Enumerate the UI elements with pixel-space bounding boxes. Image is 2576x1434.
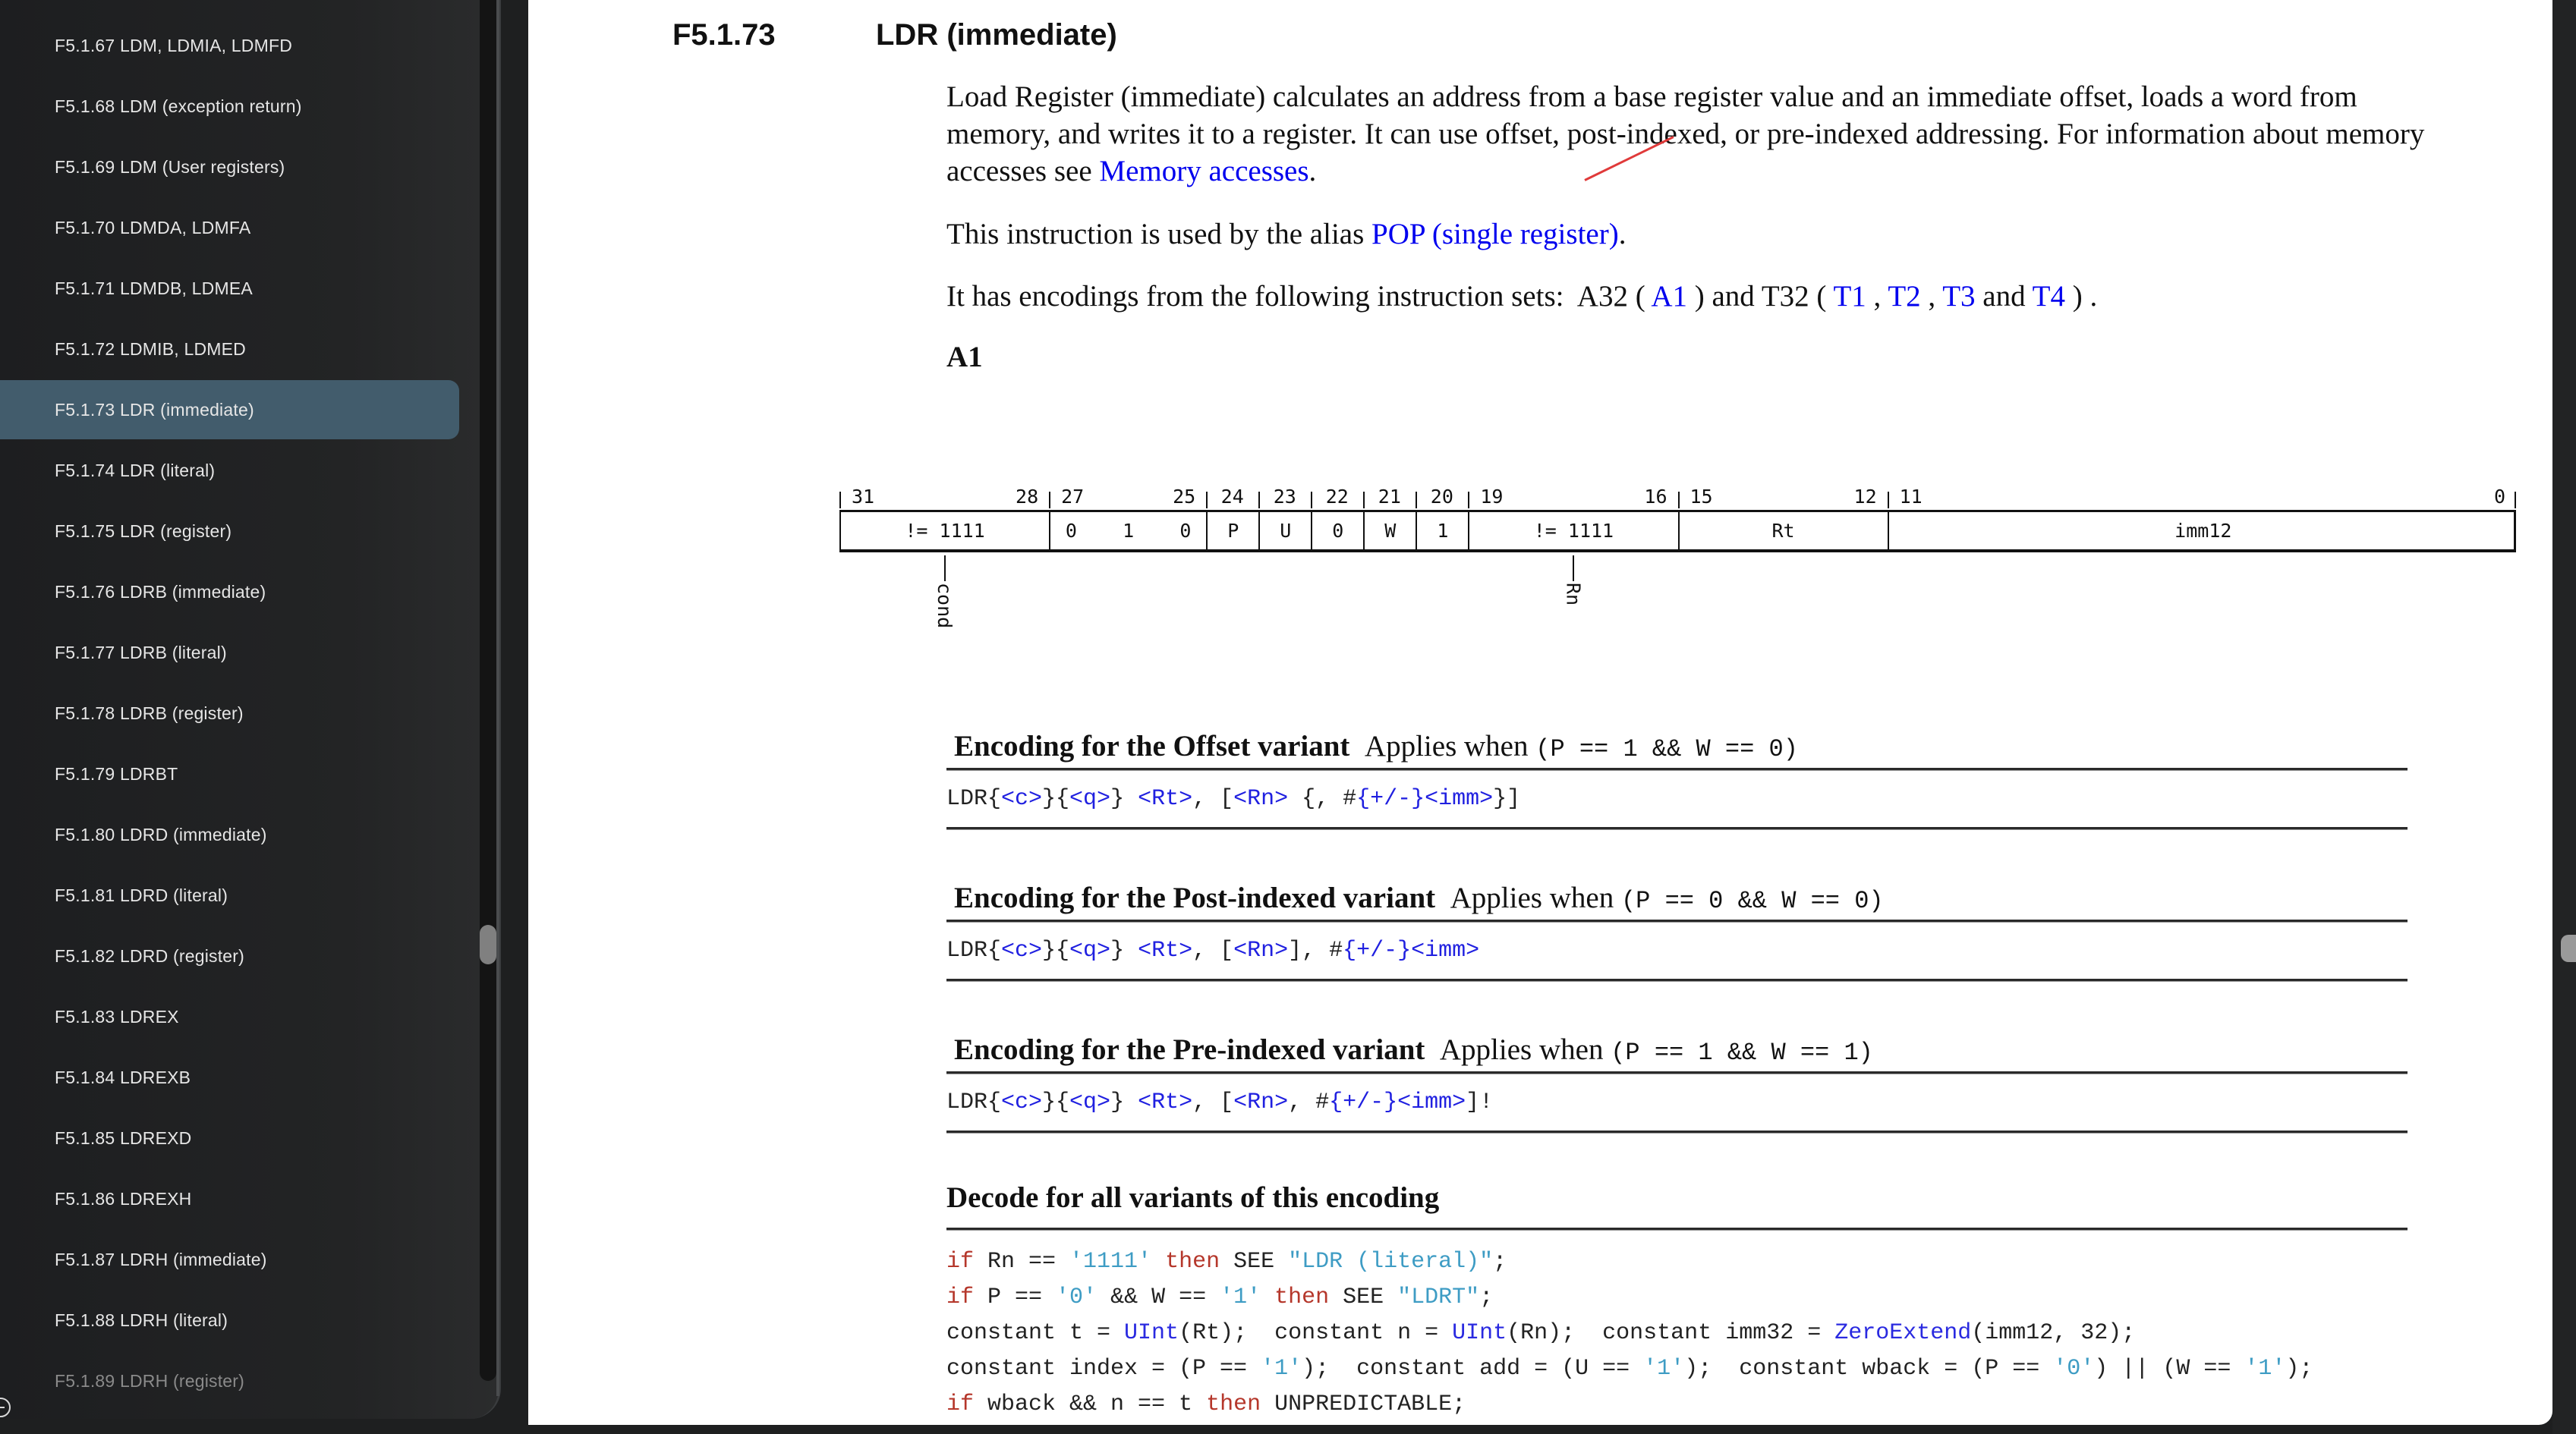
bit-tick bbox=[1678, 492, 1680, 508]
toc-item[interactable] bbox=[0, 1291, 459, 1350]
toc-item[interactable] bbox=[0, 1109, 459, 1168]
encoding-t1-link[interactable]: T1 bbox=[1833, 280, 1866, 313]
code-token: constant t = bbox=[946, 1320, 1125, 1346]
encoding-t2-link[interactable]: T2 bbox=[1888, 280, 1921, 313]
bitfield-box bbox=[839, 510, 2516, 552]
divider bbox=[946, 1131, 2408, 1134]
applies-condition: (P == 1 && W == 0) bbox=[1535, 735, 1798, 763]
code-function-link[interactable]: UInt bbox=[1452, 1320, 1507, 1346]
syntax-text: }] bbox=[1493, 786, 1521, 812]
toc-item[interactable] bbox=[0, 441, 459, 500]
variant-title: Encoding for the Pre-indexed variant bbox=[954, 1033, 1425, 1066]
bit-number: 16 bbox=[1644, 486, 1667, 508]
intro-paragraph: Load Register (immediate) calculates an address from a base register value and an immediate offset, loads a word from memory, and writes it to a register. It can use offset, post-indexed, or pre-indexed addressing. For information about memory accesses see Memory accesses. bbox=[946, 80, 2425, 187]
code-token: '1' bbox=[1220, 1285, 1261, 1310]
sidebar-toc bbox=[0, 0, 501, 1419]
syntax-text: ], # bbox=[1288, 938, 1343, 964]
syntax-rt-link[interactable]: <Rt> bbox=[1138, 1090, 1193, 1115]
applies-label: Applies when bbox=[1439, 1033, 1604, 1066]
code-token: '1' bbox=[1261, 1356, 1302, 1382]
code-line bbox=[946, 1316, 2313, 1351]
encoding-variant bbox=[946, 877, 2408, 982]
syntax-imm-link[interactable]: <imm> bbox=[1425, 786, 1494, 812]
bit-tick bbox=[1468, 492, 1469, 508]
encoding-heading: A1 bbox=[946, 341, 983, 373]
variant-title: Encoding for the Post-indexed variant bbox=[954, 882, 1436, 914]
syntax-text: , [ bbox=[1192, 938, 1234, 964]
bitfield-cell: 0 bbox=[1312, 512, 1365, 549]
bit-tick bbox=[839, 492, 841, 508]
syntax-c-link[interactable]: <c> bbox=[1001, 786, 1043, 812]
syntax-rn-link[interactable]: <Rn> bbox=[1233, 938, 1289, 964]
syntax-text: LDR{ bbox=[946, 786, 1002, 812]
code-token: (imm12, 32); bbox=[1971, 1320, 2136, 1346]
code-line bbox=[946, 1387, 2313, 1423]
bitfield-diagram bbox=[839, 486, 2517, 637]
code-token: then bbox=[1206, 1392, 1261, 1417]
syntax-text: }{ bbox=[1042, 1090, 1070, 1115]
syntax-sign-link[interactable]: {+/-} bbox=[1329, 1090, 1398, 1115]
toc-item-label: F5.1.70 LDMDA, LDMFA bbox=[55, 217, 251, 237]
field-name-label: cond bbox=[934, 583, 956, 629]
syntax-q-link[interactable]: <q> bbox=[1069, 786, 1111, 812]
syntax-text: }{ bbox=[1042, 938, 1070, 964]
bitfield-cell: Rt bbox=[1680, 512, 1889, 549]
variant-heading bbox=[946, 1029, 2408, 1071]
decode-pseudocode bbox=[946, 1244, 2313, 1423]
syntax-text: , # bbox=[1288, 1090, 1330, 1115]
toc-item[interactable] bbox=[0, 1351, 459, 1410]
toc-item[interactable] bbox=[0, 1169, 459, 1228]
bitfield-cell: U bbox=[1260, 512, 1312, 549]
bit-number: 12 bbox=[1853, 486, 1877, 508]
toc-item[interactable] bbox=[0, 77, 459, 136]
syntax-sign-link[interactable]: {+/-} bbox=[1356, 786, 1425, 812]
toc-item[interactable] bbox=[0, 502, 459, 561]
code-token: constant index = (P == bbox=[946, 1356, 1261, 1382]
variant-heading bbox=[946, 877, 2408, 920]
divider bbox=[946, 979, 2408, 982]
bitfield-cell: != 1111 bbox=[1469, 512, 1679, 549]
bit-number: 28 bbox=[1016, 486, 1039, 508]
toc-item[interactable] bbox=[0, 259, 459, 318]
code-token: then bbox=[1274, 1285, 1330, 1310]
toc-item[interactable] bbox=[0, 319, 459, 379]
code-token: ); bbox=[2285, 1356, 2313, 1382]
toc-item[interactable] bbox=[0, 987, 459, 1046]
code-function-link[interactable]: UInt bbox=[1124, 1320, 1179, 1346]
code-token: UNPREDICTABLE; bbox=[1261, 1392, 1466, 1417]
document-page bbox=[528, 0, 2552, 1425]
code-token: '0' bbox=[2053, 1356, 2095, 1382]
toc-item-label: F5.1.75 LDR (register) bbox=[55, 520, 232, 541]
syntax-imm-link[interactable]: <imm> bbox=[1397, 1090, 1466, 1115]
panel-divider[interactable] bbox=[496, 0, 499, 1396]
code-line bbox=[946, 1351, 2313, 1387]
bit-tick bbox=[1888, 492, 1889, 508]
syntax-c-link[interactable]: <c> bbox=[1001, 938, 1043, 964]
encoding-variant bbox=[946, 725, 2408, 830]
code-token: (Rt); constant n = bbox=[1179, 1320, 1453, 1346]
assembler-syntax bbox=[946, 771, 2408, 827]
syntax-q-link[interactable]: <q> bbox=[1069, 1090, 1111, 1115]
code-token: wback && n == t bbox=[974, 1392, 1207, 1417]
syntax-q-link[interactable]: <q> bbox=[1069, 938, 1111, 964]
syntax-rn-link[interactable]: <Rn> bbox=[1233, 786, 1289, 812]
section-title: LDR (immediate) bbox=[876, 18, 1117, 52]
code-token: "LDRT" bbox=[1397, 1285, 1480, 1310]
code-token: if bbox=[946, 1392, 975, 1417]
code-token: '1' bbox=[2244, 1356, 2286, 1382]
syntax-text: , [ bbox=[1192, 1090, 1234, 1115]
code-token: ); constant wback = (P == bbox=[1684, 1356, 2054, 1382]
code-line bbox=[946, 1244, 2313, 1280]
code-token: ; bbox=[1479, 1285, 1494, 1310]
code-token: '1111' bbox=[1069, 1249, 1152, 1275]
code-function-link[interactable]: ZeroExtend bbox=[1834, 1320, 1972, 1346]
toc-item-label: F5.1.76 LDRB (immediate) bbox=[55, 581, 266, 602]
bitfield-cell: 0 1 0 bbox=[1050, 512, 1208, 549]
bitfield-cell: 1 bbox=[1417, 512, 1469, 549]
bitfield-cell: P bbox=[1208, 512, 1260, 549]
document-scrollbar-thumb[interactable] bbox=[2561, 935, 2576, 962]
code-token: P == bbox=[974, 1285, 1057, 1310]
toc-item-label: F5.1.84 LDREXB bbox=[55, 1067, 191, 1087]
toc-item-label: F5.1.74 LDR (literal) bbox=[55, 460, 216, 480]
toc-item[interactable] bbox=[0, 1230, 459, 1289]
variant-title: Encoding for the Offset variant bbox=[954, 730, 1350, 763]
toc-item-label: F5.1.77 LDRB (literal) bbox=[55, 642, 227, 662]
toc-item[interactable] bbox=[0, 866, 459, 925]
toc-item[interactable] bbox=[0, 805, 459, 864]
code-token: Rn == bbox=[974, 1249, 1070, 1275]
toc-item[interactable] bbox=[0, 137, 459, 197]
bit-tick bbox=[2515, 492, 2516, 508]
field-leader-line bbox=[944, 555, 946, 581]
toc-item[interactable] bbox=[0, 1048, 459, 1107]
code-token: && W == bbox=[1097, 1285, 1220, 1310]
toc-item-label: F5.1.72 LDMIB, LDMED bbox=[55, 338, 246, 359]
document-scrollbar-track[interactable] bbox=[2552, 0, 2576, 1434]
encoding-t4-link[interactable]: T4 bbox=[2032, 280, 2065, 313]
toc-item-label: F5.1.85 LDREXD bbox=[55, 1127, 192, 1148]
bit-number: 21 bbox=[1378, 486, 1401, 508]
syntax-text: LDR{ bbox=[946, 938, 1002, 964]
memory-accesses-link[interactable]: Memory accesses bbox=[1099, 155, 1309, 187]
toc-item-label: F5.1.68 LDM (exception return) bbox=[55, 96, 302, 116]
syntax-text: , [ bbox=[1192, 786, 1234, 812]
toc-item[interactable] bbox=[0, 684, 459, 743]
decode-heading: Decode for all variants of this encoding bbox=[946, 1181, 1440, 1214]
code-token: ; bbox=[1493, 1249, 1507, 1275]
syntax-text: } bbox=[1110, 938, 1138, 964]
toc-item-label: F5.1.80 LDRD (immediate) bbox=[55, 824, 267, 844]
syntax-text: ]! bbox=[1466, 1090, 1494, 1115]
toc-item-label: F5.1.81 LDRD (literal) bbox=[55, 885, 228, 905]
code-token: "LDR (literal)" bbox=[1288, 1249, 1494, 1275]
toc-item[interactable] bbox=[0, 926, 459, 986]
sidebar-scrollbar-track[interactable] bbox=[480, 0, 496, 1381]
encoding-variant bbox=[946, 1029, 2408, 1134]
bit-number: 27 bbox=[1061, 486, 1085, 508]
field-name-label: Rn bbox=[1562, 583, 1585, 606]
bit-number: 31 bbox=[852, 486, 875, 508]
toc-item[interactable] bbox=[0, 16, 459, 75]
syntax-text: {, # bbox=[1288, 786, 1357, 812]
syntax-text: LDR{ bbox=[946, 1090, 1002, 1115]
code-token: if bbox=[946, 1285, 975, 1310]
bit-number: 25 bbox=[1173, 486, 1196, 508]
syntax-sign-link[interactable]: {+/-} bbox=[1343, 938, 1412, 964]
toc-item-label: F5.1.87 LDRH (immediate) bbox=[55, 1249, 267, 1269]
applies-label: Applies when bbox=[1364, 730, 1529, 763]
syntax-rn-link[interactable]: <Rn> bbox=[1233, 1090, 1289, 1115]
bit-tick bbox=[1049, 492, 1050, 508]
toc-item[interactable] bbox=[0, 380, 459, 439]
bit-number: 20 bbox=[1430, 486, 1453, 508]
sidebar-scrollbar-thumb[interactable] bbox=[480, 925, 496, 964]
divider bbox=[946, 827, 2408, 830]
toc-item-label: F5.1.86 LDREXH bbox=[55, 1188, 192, 1209]
code-token: SEE bbox=[1220, 1249, 1289, 1275]
bit-number: 0 bbox=[2493, 486, 2505, 508]
toc-item[interactable] bbox=[0, 562, 459, 621]
bit-number: 23 bbox=[1273, 486, 1296, 508]
bit-number: 15 bbox=[1690, 486, 1713, 508]
code-token: '0' bbox=[1056, 1285, 1097, 1310]
toc-item-label: F5.1.73 LDR (immediate) bbox=[55, 399, 254, 420]
syntax-text: } bbox=[1110, 1090, 1138, 1115]
toc-item-label: F5.1.71 LDMDB, LDMEA bbox=[55, 278, 253, 298]
code-token: SEE bbox=[1329, 1285, 1398, 1310]
encoding-a1-link[interactable]: A1 bbox=[1651, 280, 1687, 313]
bit-number: 19 bbox=[1480, 486, 1504, 508]
code-token: ) || (W == bbox=[2094, 1356, 2245, 1382]
toc-item-label: F5.1.82 LDRD (register) bbox=[55, 945, 245, 966]
divider bbox=[946, 1228, 2408, 1231]
code-token: (Rn); constant imm32 = bbox=[1507, 1320, 1835, 1346]
toc-item-label: F5.1.67 LDM, LDMIA, LDMFD bbox=[55, 35, 293, 55]
applies-condition: (P == 1 && W == 1) bbox=[1611, 1039, 1873, 1067]
toc-item[interactable] bbox=[0, 623, 459, 682]
toc-item-label: F5.1.88 LDRH (literal) bbox=[55, 1310, 228, 1330]
code-token: '1' bbox=[1643, 1356, 1685, 1382]
syntax-c-link[interactable]: <c> bbox=[1001, 1090, 1043, 1115]
encoding-t3-link[interactable]: T3 bbox=[1942, 280, 1976, 313]
bit-number: 24 bbox=[1220, 486, 1244, 508]
code-token: then bbox=[1165, 1249, 1220, 1275]
toc-item-label: F5.1.69 LDM (User registers) bbox=[55, 156, 285, 177]
code-line bbox=[946, 1280, 2313, 1316]
assembler-syntax bbox=[946, 923, 2408, 979]
applies-label: Applies when bbox=[1450, 882, 1614, 914]
toc-item[interactable] bbox=[0, 744, 459, 803]
syntax-imm-link[interactable]: <imm> bbox=[1411, 938, 1480, 964]
code-token bbox=[1261, 1285, 1274, 1310]
assembler-syntax bbox=[946, 1074, 2408, 1131]
pop-single-register-link[interactable]: POP (single register) bbox=[1371, 218, 1619, 250]
toc-item-label: F5.1.79 LDRBT bbox=[55, 763, 178, 784]
toc-item-label: F5.1.83 LDREX bbox=[55, 1006, 179, 1027]
syntax-rt-link[interactable]: <Rt> bbox=[1138, 938, 1193, 964]
bitfield-cell: W bbox=[1365, 512, 1417, 549]
code-token bbox=[1151, 1249, 1165, 1275]
alias-paragraph: This instruction is used by the alias POP (single register). bbox=[946, 218, 1627, 250]
variant-heading bbox=[946, 725, 2408, 768]
section-number: F5.1.73 bbox=[672, 18, 776, 52]
toc-item-label: F5.1.78 LDRB (register) bbox=[55, 703, 244, 723]
encodings-paragraph: It has encodings from the following instruction sets: A32 ( A1 ) and T32 ( T1 , T2 , T3 and T4 ) . bbox=[946, 280, 2098, 313]
bitfield-cell: imm12 bbox=[2174, 520, 2232, 542]
toc-item-label: F5.1.89 LDRH (register) bbox=[55, 1370, 245, 1391]
bit-number: 11 bbox=[1899, 486, 1923, 508]
applies-condition: (P == 0 && W == 0) bbox=[1620, 887, 1884, 915]
field-leader-line bbox=[1573, 555, 1574, 581]
bitfield-cell: != 1111 bbox=[841, 512, 1050, 549]
syntax-text: }{ bbox=[1042, 786, 1070, 812]
syntax-text: } bbox=[1110, 786, 1138, 812]
syntax-rt-link[interactable]: <Rt> bbox=[1138, 786, 1193, 812]
code-token: if bbox=[946, 1249, 975, 1275]
code-token: ); constant add = (U == bbox=[1302, 1356, 1644, 1382]
toc-item[interactable] bbox=[0, 198, 459, 257]
bit-number: 22 bbox=[1325, 486, 1349, 508]
